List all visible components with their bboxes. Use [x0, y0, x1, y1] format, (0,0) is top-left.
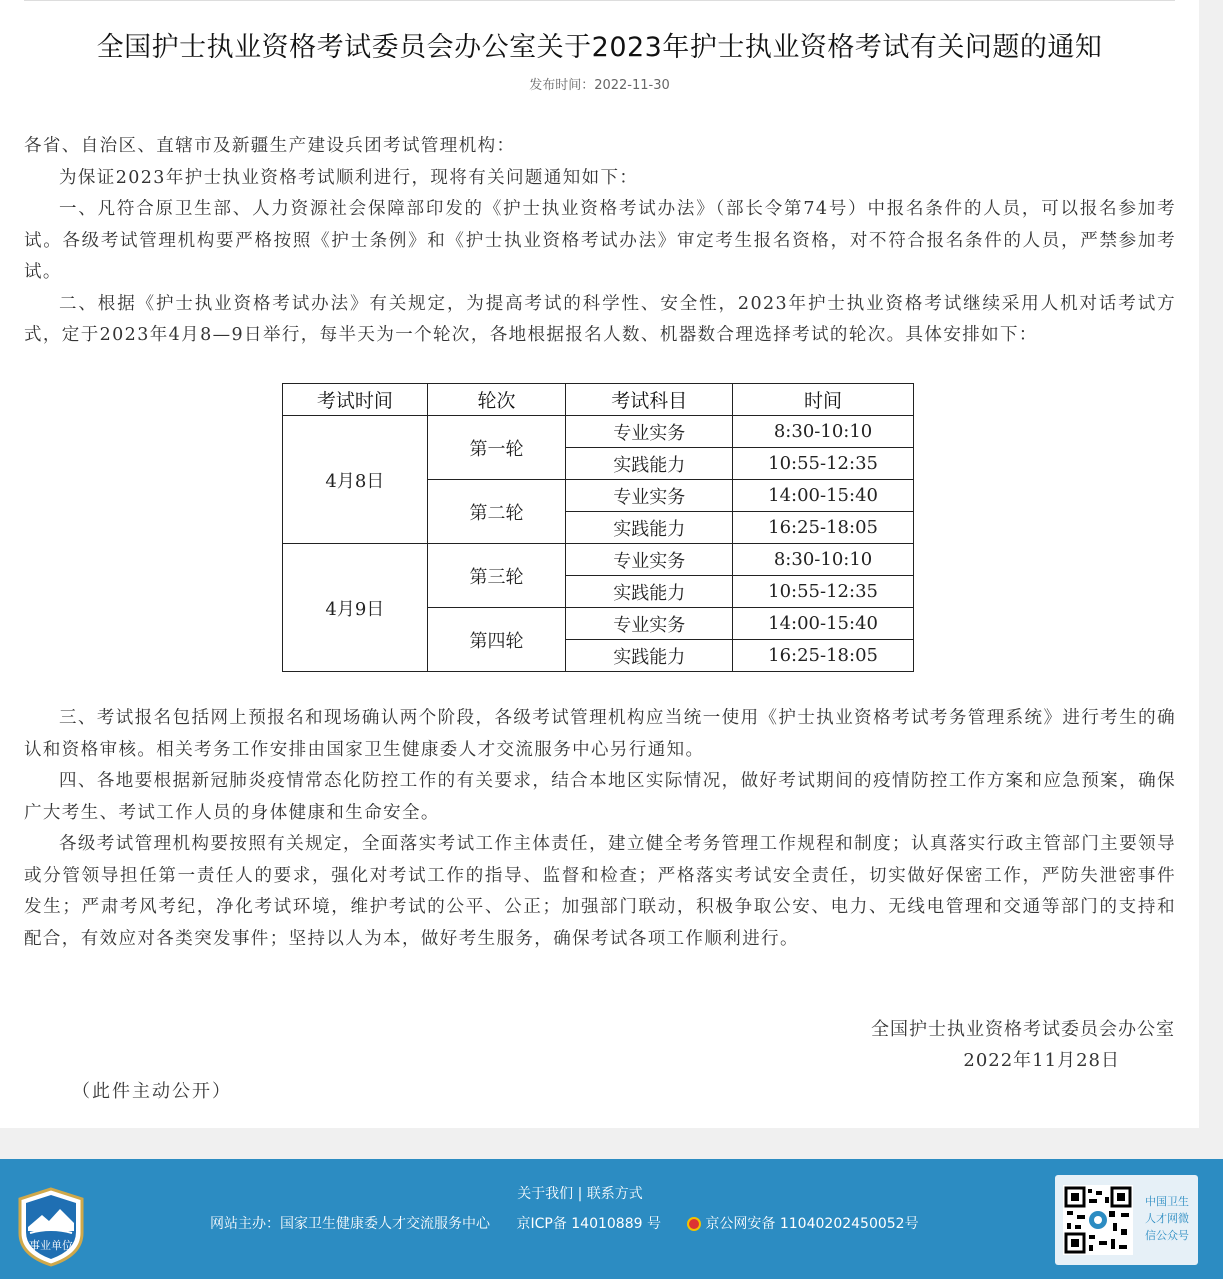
disclosure-note: （此件主动公开）	[72, 1081, 232, 1102]
wechat-qr-code-icon	[1063, 1185, 1133, 1255]
subject-cell: 专业实务	[566, 544, 733, 576]
header-subject: 考试科目	[566, 384, 733, 416]
svg-text:事业单位: 事业单位	[29, 1239, 73, 1252]
subject-cell: 实践能力	[566, 576, 733, 608]
round-cell: 第二轮	[427, 480, 566, 544]
subject-cell: 专业实务	[566, 480, 733, 512]
table-row	[283, 416, 914, 448]
signature-date: 2022年11月28日	[963, 1050, 1120, 1071]
date-cell: 4月8日	[283, 416, 428, 544]
time-cell: 10:55-12:35	[733, 448, 914, 480]
header-round: 轮次	[427, 384, 566, 416]
icp-record[interactable]: 京ICP备 14010889 号	[516, 1216, 661, 1232]
subject-cell: 实践能力	[566, 640, 733, 672]
publish-date: 发布时间：2022-11-30	[529, 78, 670, 93]
subject-cell: 实践能力	[566, 448, 733, 480]
header-exam-date: 考试时间	[283, 384, 428, 416]
about-us-link[interactable]: 关于我们	[517, 1186, 574, 1202]
police-record[interactable]	[687, 1213, 918, 1233]
qr-caption-line-1: 中国卫生	[1145, 1195, 1189, 1208]
round-cell: 第三轮	[427, 544, 566, 608]
paragraph-2: 二、根据《护士执业资格考试办法》有关规定，为提高考试的科学性、安全性，2023年护士执业资格考试继续采用人机对话考试方式，定于2023年4月8—9日举行，每半天为一个轮次，各地根据报名人数、机器数合理选择考试的轮次。具体安排如下：	[24, 293, 1176, 345]
round-cell: 第四轮	[427, 608, 566, 672]
table-row	[283, 544, 914, 576]
time-cell: 16:25-18:05	[733, 512, 914, 544]
time-cell: 10:55-12:35	[733, 576, 914, 608]
qr-caption-line-3: 信公众号	[1145, 1229, 1189, 1242]
link-separator: |	[577, 1186, 583, 1202]
round-cell: 第一轮	[427, 416, 566, 480]
header-time: 时间	[733, 384, 914, 416]
time-cell: 14:00-15:40	[733, 608, 914, 640]
paragraph-3: 三、考试报名包括网上预报名和现场确认两个阶段，各级考试管理机构应当统一使用《护士执业资格考试考务管理系统》进行考生的确认和资格审核。相关考务工作安排由国家卫生健康委人才交流服务中心另行通知。	[24, 708, 1176, 760]
footer-links	[0, 1183, 1160, 1203]
table-header-row	[283, 384, 914, 416]
signature-org: 全国护士执业资格考试委员会办公室	[871, 1019, 1175, 1040]
qr-caption	[1139, 1193, 1195, 1244]
site-footer	[0, 1159, 1223, 1279]
time-cell: 14:00-15:40	[733, 480, 914, 512]
date-cell: 4月9日	[283, 544, 428, 672]
paragraph-5: 各级考试管理机构要按照有关规定，全面落实考试工作主体责任，建立健全考务管理工作规程和制度；认真落实行政主管部门主要领导或分管领导担任第一责任人的要求，强化对考试工作的指导、监督和检查；严格落实考试安全责任，切实做好保密工作，严防失泄密事件发生；严肃考风考纪，净化考试环境，维护考试的公平、公正；加强部门联动，积极争取公安、电力、无线电管理和交通等部门的支持和配合，有效应对各类突发事件；坚持以人为本，做好考生服务，确保考试各项工作顺利进行。	[24, 834, 1176, 949]
paragraph-4: 四、各地要根据新冠肺炎疫情常态化防控工作的有关要求，结合本地区实际情况，做好考试期间的疫情防控工作方案和应急预案，确保广大考生、考试工作人员的身体健康和生命安全。	[24, 771, 1176, 823]
subject-cell: 专业实务	[566, 608, 733, 640]
article-body-bottom	[24, 703, 1176, 955]
wechat-qr-box	[1055, 1175, 1198, 1265]
article-body-top	[24, 131, 1176, 352]
subject-cell: 实践能力	[566, 512, 733, 544]
police-badge-icon	[687, 1217, 701, 1231]
site-sponsor: 网站主办：国家卫生健康委人才交流服务中心	[210, 1216, 490, 1232]
subject-cell: 专业实务	[566, 416, 733, 448]
time-cell: 16:25-18:05	[733, 640, 914, 672]
police-record-text: 京公网安备 11040202450052号	[705, 1216, 919, 1232]
qr-caption-line-2: 人才网微	[1145, 1212, 1189, 1225]
paragraph-1: 一、凡符合原卫生部、人力资源社会保障部印发的《护士执业资格考试办法》（部长令第74号）中报名条件的人员，可以报名参加考试。各级考试管理机构要严格按照《护士条例》和《护士执业资格考试办法》审定考生报名资格，对不符合报名条件的人员，严禁参加考试。	[24, 199, 1176, 282]
top-divider	[24, 0, 1175, 1]
page-title: 全国护士执业资格考试委员会办公室关于2023年护士执业资格考试有关问题的通知	[96, 32, 1103, 63]
contact-link[interactable]: 联系方式	[586, 1186, 643, 1202]
signature-block	[871, 1014, 1175, 1076]
exam-schedule-table	[282, 383, 914, 672]
time-cell: 8:30-10:10	[733, 544, 914, 576]
time-cell: 8:30-10:10	[733, 416, 914, 448]
salutation: 各省、自治区、直辖市及新疆生产建设兵团考试管理机构：	[24, 136, 516, 156]
paragraph-intro: 为保证2023年护士执业资格考试顺利进行，现将有关问题通知如下：	[59, 167, 639, 188]
footer-info	[210, 1213, 941, 1233]
